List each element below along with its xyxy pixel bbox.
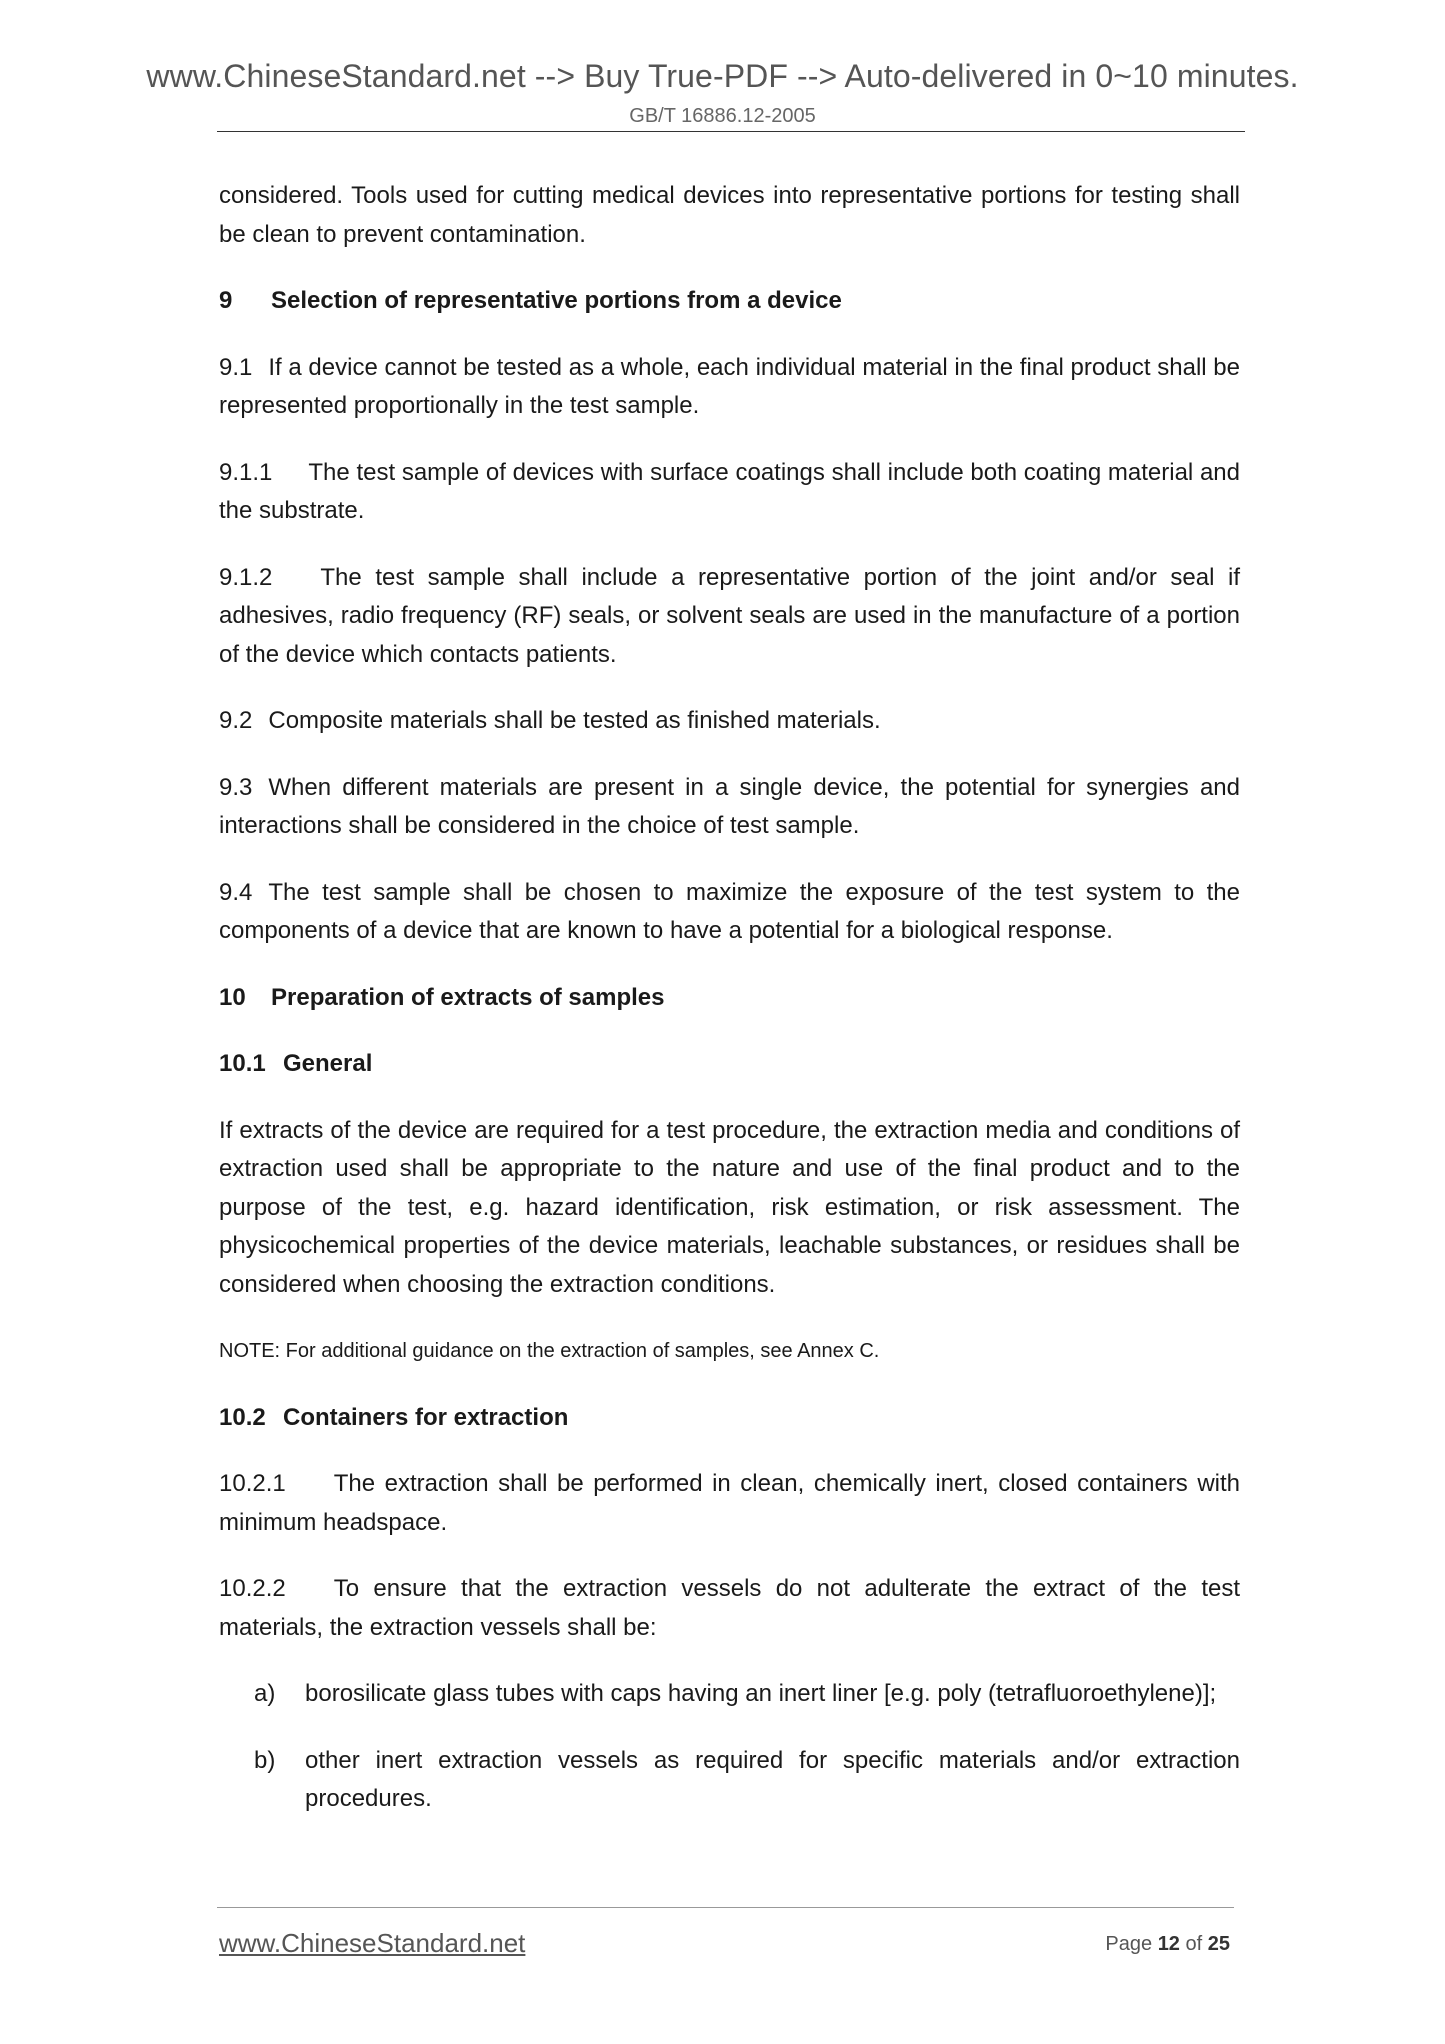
list-item — [219, 1675, 1240, 1714]
clause-9-1-2 — [219, 559, 1240, 675]
clause-10-2-1 — [219, 1465, 1240, 1542]
page-label: Page — [1105, 1933, 1153, 1955]
subsection-number: 10.2 — [219, 1403, 266, 1431]
subsection-title: Containers for extraction — [283, 1403, 569, 1431]
clause-text: When different materials are present in a single device, the potential for synergies and interactions shall be considered in the choice of test sample. — [219, 773, 1240, 839]
standard-code: GB/T 16886.12-2005 — [629, 105, 816, 127]
clause-number: 9.1.2 — [219, 563, 273, 591]
list-letter: b) — [254, 1746, 276, 1774]
clause-text: The extraction shall be performed in clean, chemically inert, closed containers with minimum headspace. — [219, 1470, 1240, 1536]
page-current: 12 — [1157, 1933, 1180, 1955]
subsection-heading-10-2 — [219, 1399, 1240, 1438]
clause-10-2-2 — [219, 1570, 1240, 1647]
section-number: 9 — [219, 287, 233, 314]
list-text: borosilicate glass tubes with caps having an inert liner [e.g. poly (tetrafluoroethylene)]; — [305, 1680, 1217, 1707]
list-item — [219, 1742, 1240, 1819]
clause-text: The test sample of devices with surface coatings shall include both coating material and the substrate. — [219, 458, 1240, 524]
clause-9-1-1 — [219, 454, 1240, 531]
general-paragraph: If extracts of the device are required for a test procedure, the extraction media and conditions of extraction used shall be appropriate to the nature and use of the final product and to the purpose of the test, e.g. hazard identification, risk estimation, or risk assessment. The physicochemical properties of the device materials, leachable substances, or residues shall be considered when choosing the extraction conditions. — [219, 1116, 1240, 1298]
list-text: other inert extraction vessels as required for specific materials and/or extraction procedures. — [305, 1746, 1240, 1812]
clause-text: Composite materials shall be tested as finished materials. — [268, 707, 881, 734]
clause-text: The test sample shall be chosen to maximize the exposure of the test system to the components of a device that are known to have a potential for a biological response. — [219, 878, 1240, 944]
clause-number: 9.3 — [219, 773, 253, 801]
clause-number: 10.2.2 — [219, 1575, 286, 1602]
clause-9-3 — [219, 769, 1240, 846]
note-text: NOTE: For additional guidance on the extraction of samples, see Annex C. — [219, 1340, 880, 1362]
page-total: 25 — [1207, 1933, 1230, 1955]
clause-9-4 — [219, 874, 1240, 951]
section-title: Preparation of extracts of samples — [271, 983, 665, 1011]
subsection-title: General — [283, 1050, 373, 1077]
clause-number: 9.1 — [219, 353, 253, 381]
footer-website-link[interactable]: www.ChineseStandard.net — [219, 1928, 526, 1958]
list-letter: a) — [254, 1680, 276, 1707]
intro-paragraph: considered. Tools used for cutting medical devices into representative portions for testing shall be clean to prevent contamination. — [219, 182, 1240, 248]
section-number: 10 — [219, 983, 246, 1011]
section-heading-10 — [219, 979, 1240, 1018]
clause-number: 9.2 — [219, 707, 253, 734]
clause-number: 9.4 — [219, 878, 253, 906]
header-divider — [217, 131, 1245, 132]
clause-number: 9.1.1 — [219, 458, 273, 486]
footer-divider — [217, 1907, 1234, 1908]
page-of: of — [1185, 1933, 1203, 1955]
clause-number: 10.2.1 — [219, 1470, 286, 1497]
page-indicator — [1090, 1933, 1230, 1956]
section-heading-9 — [219, 282, 1240, 321]
clause-text: The test sample shall include a representative portion of the joint and/or seal if adhesives, radio frequency (RF) seals, or solvent seals are used in the manufacture of a portion of the device which contacts patients. — [219, 563, 1240, 668]
clause-text: To ensure that the extraction vessels do not adulterate the extract of the test materials, the extraction vessels shall be: — [219, 1575, 1240, 1641]
subsection-number: 10.1 — [219, 1050, 266, 1077]
clause-text: If a device cannot be tested as a whole, each individual material in the final product shall be represented proportionally in the test sample. — [219, 353, 1240, 419]
clause-9-1 — [219, 349, 1240, 426]
subsection-heading-10-1 — [219, 1045, 1240, 1084]
top-banner: www.ChineseStandard.net --> Buy True-PDF --> Auto-delivered in 0~10 minutes. — [146, 58, 1299, 94]
clause-9-2 — [219, 702, 1240, 741]
document-body — [219, 177, 1240, 1847]
section-title: Selection of representative portions from a device — [271, 287, 842, 314]
